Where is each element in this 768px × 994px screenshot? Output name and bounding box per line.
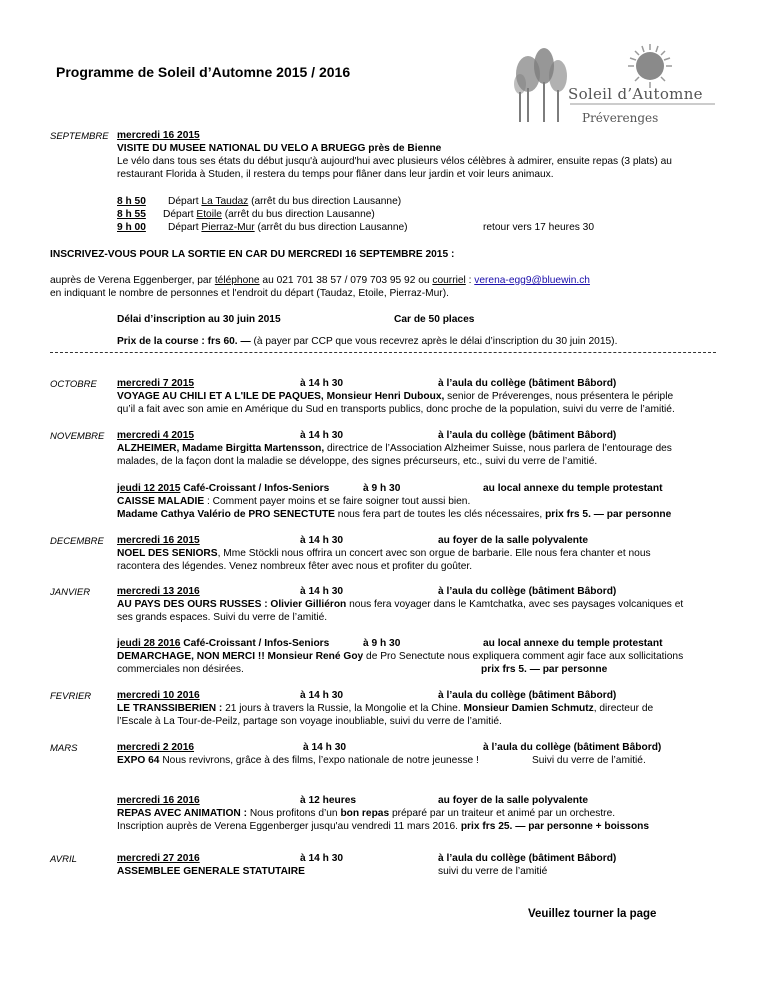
event-time: à 14 h 30 bbox=[300, 535, 344, 546]
event-time: à 14 h 30 bbox=[300, 690, 344, 701]
event-description: AU PAYS DES OURS RUSSES : Olivier Gilliéron nous fera voyager dans le Kamtchatka, avec ses paysages volcaniques et bbox=[117, 599, 684, 610]
registration-deadline: Délai d’inscription au 30 juin 2015 bbox=[117, 314, 281, 325]
phone-link[interactable]: téléphone bbox=[214, 275, 260, 286]
event-date: mercredi 16 2015 bbox=[117, 535, 200, 546]
month-label: JANVIER bbox=[50, 587, 91, 598]
event-description: REPAS AVEC ANIMATION : Nous profitons d’un bon repas préparé par un traiteur et animé par un orchestre. bbox=[117, 808, 616, 819]
event-location: à l’aula du collège (bâtiment Bâbord) bbox=[438, 378, 617, 389]
event-description: CAISSE MALADIE : Comment payer moins et se faire soigner tout aussi bien. bbox=[117, 496, 471, 507]
month-label: FEVRIER bbox=[50, 691, 92, 702]
event-date: mercredi 2 2016 bbox=[117, 742, 195, 753]
registration-heading: INSCRIVEZ-VOUS POUR LA SORTIE EN CAR DU MERCREDI 16 SEPTEMBRE 2015 : bbox=[50, 249, 455, 260]
event-time: à 9 h 30 bbox=[363, 638, 401, 649]
event-description: LE TRANSSIBERIEN : 21 jours à travers la Russie, la Mongolie et la Chine. Monsieur Damien Schmutz, directeur de bbox=[117, 703, 654, 714]
trees-icon bbox=[514, 48, 567, 122]
event-description: VOYAGE AU CHILI ET A L'ILE DE PAQUES, Monsieur Henri Duboux, senior de Préverenges, nous présentera le périple bbox=[117, 391, 674, 402]
contact-line: auprès de Verena Eggenberger, par téléphone au 021 701 38 57 / 079 703 95 92 ou courriel : verena-egg9@bluewin.ch bbox=[50, 275, 590, 286]
logo-place: Préverenges bbox=[582, 111, 659, 125]
bus-capacity: Car de 50 places bbox=[394, 314, 475, 325]
event-description: Le vélo dans tous ses états du début jusqu'à aujourd'hui avec plusieurs vélos célèbres à admirer, ensuite repas (3 plats) au bbox=[117, 156, 672, 167]
month-label: MARS bbox=[50, 743, 78, 754]
event-location: à l’aula du collège (bâtiment Bâbord) bbox=[438, 690, 617, 701]
event-time: à 14 h 30 bbox=[300, 853, 344, 864]
event-date: mercredi 4 2015 bbox=[117, 430, 195, 441]
event-heading: ASSEMBLEE GENERALE STATUTAIRE bbox=[117, 866, 305, 877]
email-label-link[interactable]: courriel bbox=[432, 275, 466, 286]
event-time: à 14 h 30 bbox=[303, 742, 347, 753]
event-description: l’Escale à La Tour-de-Peilz, partage son voyage inoubliable, suivi du verre de l’amitié. bbox=[117, 716, 502, 727]
email-link[interactable]: verena-egg9@bluewin.ch bbox=[474, 275, 590, 286]
event-date: mercredi 13 2016 bbox=[117, 586, 200, 597]
event-time: à 14 h 30 bbox=[300, 586, 344, 597]
event-description: commerciales non désirées. bbox=[117, 664, 244, 675]
contact-instructions: en indiquant le nombre de personnes et l'endroit du départ (Taudaz, Etoile, Pierraz-Mur). bbox=[50, 288, 449, 299]
return-time: retour vers 17 heures 30 bbox=[483, 222, 594, 233]
event-description: restaurant Florida à Studen, il restera du temps pour flâner dans leur jardin et voir leurs animaux. bbox=[117, 169, 554, 180]
event-description: NOEL DES SENIORS, Mme Stöckli nous offrira un concert avec son orgue de barbarie. Elle nous fera chanter et nous bbox=[117, 548, 651, 559]
event-date: mercredi 16 2015 bbox=[117, 130, 200, 141]
month-label: OCTOBRE bbox=[50, 379, 97, 390]
event-location: au local annexe du temple protestant bbox=[483, 483, 663, 494]
sun-icon bbox=[628, 44, 672, 88]
event-location: à l’aula du collège (bâtiment Bâbord) bbox=[438, 586, 617, 597]
event-description: qu’il a fait avec son amie en Amérique du Sud en transports publics, donc proche de la population, suivi du verre de l’amitié. bbox=[117, 404, 675, 415]
event-location: au local annexe du temple protestant bbox=[483, 638, 663, 649]
departure-place: Départ Pierraz-Mur (arrêt du bus direction Lausanne) bbox=[168, 222, 408, 233]
event-location: au foyer de la salle polyvalente bbox=[438, 535, 589, 546]
turn-page-note: Veuillez tourner la page bbox=[528, 908, 657, 920]
event-description: racontera des légendes. Venez nombreux fêter avec nous et profiter du goûter. bbox=[117, 561, 473, 572]
departure-time: 8 h 50 bbox=[117, 196, 146, 207]
logo-name: Soleil d’Automne bbox=[568, 85, 703, 103]
departure-time: 8 h 55 bbox=[117, 209, 146, 220]
event-description: ses grands espaces. Suivi du verre de l’amitié. bbox=[117, 612, 328, 623]
event-date: jeudi 12 2015 Café-Croissant / Infos-Seniors bbox=[117, 483, 330, 494]
trip-price: Prix de la course : frs 60. — (à payer par CCP que vous recevrez après le délai d’inscription du 30 juin 2015). bbox=[117, 336, 618, 347]
event-description: Inscription auprès de Verena Eggenberger jusqu'au vendredi 11 mars 2016. prix frs 25. — par personne + boissons bbox=[117, 821, 650, 832]
month-label: DECEMBRE bbox=[50, 536, 104, 547]
page-title: Programme de Soleil d’Automne 2015 / 2016 bbox=[56, 64, 351, 80]
event-date: jeudi 28 2016 Café-Croissant / Infos-Seniors bbox=[117, 638, 330, 649]
event-date: mercredi 27 2016 bbox=[117, 853, 200, 864]
event-location: à l’aula du collège (bâtiment Bâbord) bbox=[438, 853, 617, 864]
event-location: au foyer de la salle polyvalente bbox=[438, 795, 589, 806]
event-time: à 12 heures bbox=[300, 795, 357, 806]
month-label: SEPTEMBRE bbox=[50, 131, 109, 142]
departure-place: Départ La Taudaz (arrêt du bus direction Lausanne) bbox=[168, 196, 402, 207]
event-location: à l’aula du collège (bâtiment Bâbord) bbox=[438, 430, 617, 441]
month-label: AVRIL bbox=[50, 854, 77, 865]
event-date: mercredi 7 2015 bbox=[117, 378, 195, 389]
event-description: Suivi du verre de l’amitié. bbox=[532, 755, 646, 766]
event-time: à 14 h 30 bbox=[300, 378, 344, 389]
event-description: suivi du verre de l’amitié bbox=[438, 866, 548, 877]
event-time: à 14 h 30 bbox=[300, 430, 344, 441]
event-heading: VISITE DU MUSEE NATIONAL DU VELO A BRUEGG près de Bienne bbox=[117, 143, 442, 154]
event-description: Madame Cathya Valério de PRO SENECTUTE nous fera part de toutes les clés nécessaires, prix frs 5. — par personne bbox=[117, 509, 672, 520]
departure-place: Départ Etoile (arrêt du bus direction Lausanne) bbox=[163, 209, 375, 220]
section-divider bbox=[50, 352, 716, 353]
event-description: ALZHEIMER, Madame Birgitta Martensson, directrice de l’Association Alzheimer Suisse, nous parlera de l’entourage des bbox=[117, 443, 672, 454]
event-description: malades, de la façon dont la maladie se développe, des signes précurseurs, etc., suivi du verre de l’amitié. bbox=[117, 456, 598, 467]
event-location: à l’aula du collège (bâtiment Bâbord) bbox=[483, 742, 662, 753]
event-price: prix frs 5. — par personne bbox=[481, 664, 608, 675]
event-description: DEMARCHAGE, NON MERCI !! Monsieur René Goy de Pro Senectute nous expliquera comment agir face aux sollicitations bbox=[117, 651, 684, 662]
event-date: mercredi 10 2016 bbox=[117, 690, 200, 701]
month-label: NOVEMBRE bbox=[50, 431, 105, 442]
departure-time: 9 h 00 bbox=[117, 222, 146, 233]
event-time: à 9 h 30 bbox=[363, 483, 401, 494]
event-description: EXPO 64 Nous revivrons, grâce à des films, l’expo nationale de notre jeunesse ! bbox=[117, 755, 479, 766]
event-date: mercredi 16 2016 bbox=[117, 795, 200, 806]
